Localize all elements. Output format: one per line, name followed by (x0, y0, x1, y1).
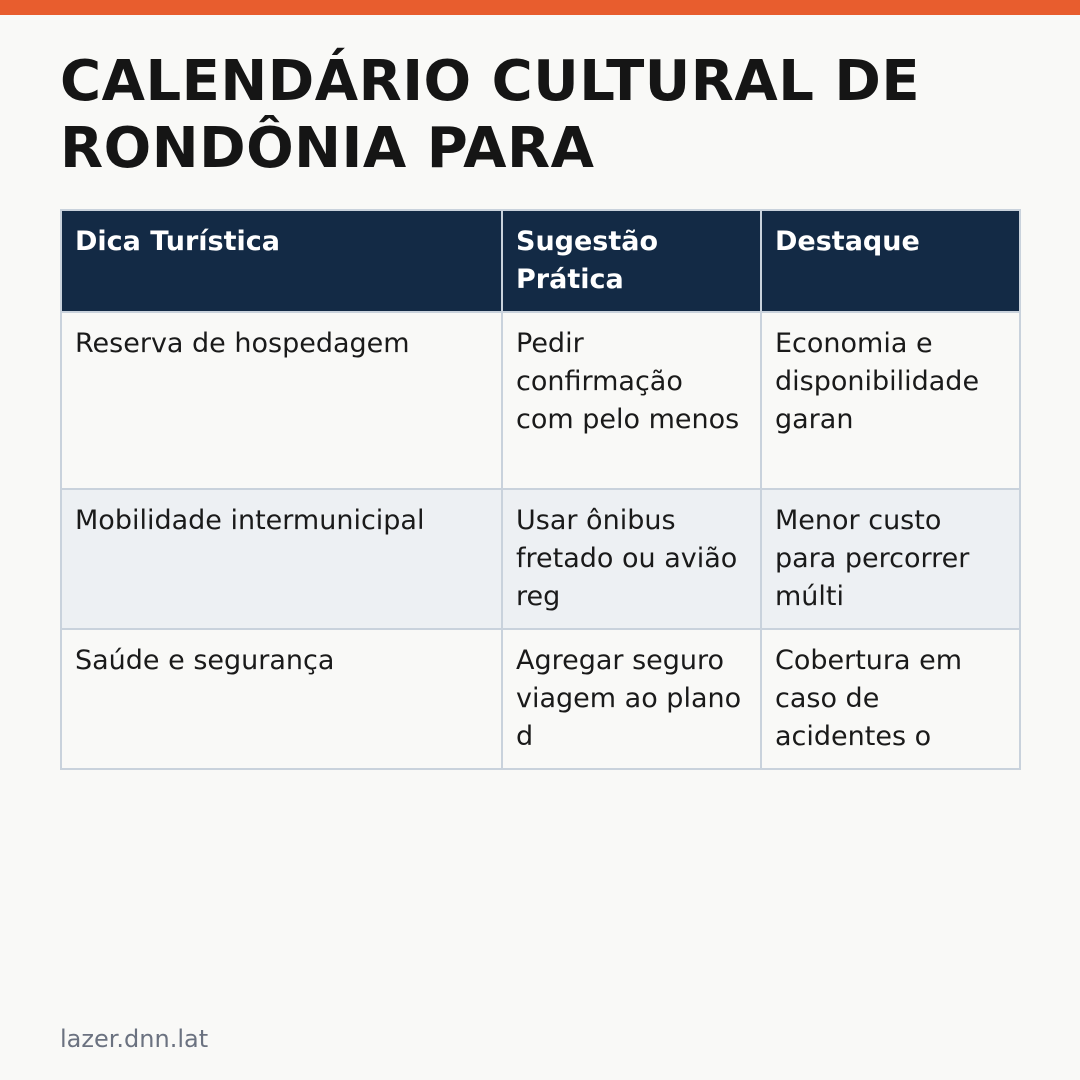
table-cell-sugestao: Usar ônibus fretado ou avião reg (502, 489, 761, 629)
tips-table (60, 209, 1021, 770)
table-cell-dica: Reserva de hospedagem (61, 312, 502, 489)
accent-bar (0, 0, 1080, 15)
table-cell-destaque: Menor custo para percorrer múlti (761, 489, 1020, 629)
table-header-row (61, 210, 1020, 312)
table-cell-destaque: Cobertura em caso de acidentes o (761, 629, 1020, 769)
column-header-destaque: Destaque (761, 210, 1020, 312)
column-header-sugestao: Sugestão Prática (502, 210, 761, 312)
table-cell-sugestao: Pedir confirmação com pelo menos (502, 312, 761, 489)
table-cell-sugestao: Agregar seguro viagem ao plano d (502, 629, 761, 769)
footer-url: lazer.dnn.lat (60, 1025, 209, 1053)
table-row (61, 489, 1020, 629)
table-row (61, 629, 1020, 769)
page-title: CALENDÁRIO CULTURAL DE RONDÔNIA PARA (60, 49, 921, 181)
table-row (61, 312, 1020, 489)
table-cell-destaque: Economia e disponibilidade garan (761, 312, 1020, 489)
column-header-dica: Dica Turística (61, 210, 502, 312)
table-cell-dica: Mobilidade intermunicipal (61, 489, 502, 629)
table-cell-dica: Saúde e segurança (61, 629, 502, 769)
